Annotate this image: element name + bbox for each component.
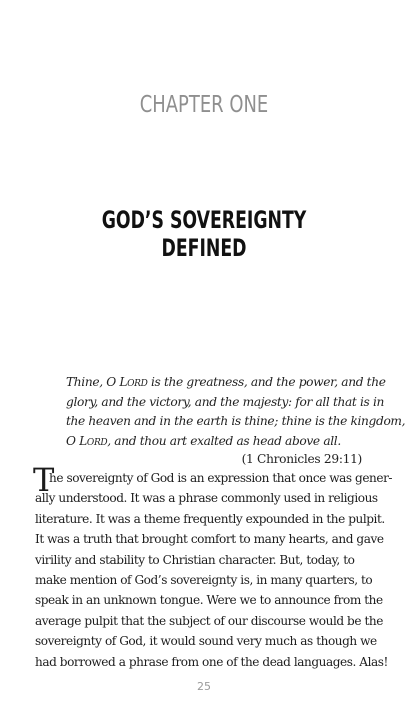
body-line: virility and stability to Christian character. But, today, to bbox=[35, 552, 355, 567]
epigraph-line: O Lord, and thou art exalted as head above all. bbox=[66, 433, 341, 448]
body-line: literature. It was a theme frequently expounded in the pulpit. bbox=[35, 511, 385, 526]
epigraph-line: Thine, O Lord is the greatness, and the power, and the bbox=[66, 375, 386, 389]
body-line: It was a truth that brought comfort to many hearts, and gave bbox=[35, 532, 384, 547]
body-line: speak in an unknown tongue. Were we to announce from the bbox=[35, 593, 383, 608]
chapter-title: GOD’S SOVEREIGNTY DEFINED bbox=[101, 206, 307, 262]
chapter-label: CHAPTER ONE bbox=[139, 92, 269, 118]
epigraph bbox=[66, 373, 406, 451]
body-line: sovereignty of God, it would sound very much as though we bbox=[35, 634, 377, 649]
body-line: make mention of God’s sovereignty is, in many quarters, to bbox=[35, 573, 373, 588]
epigraph-line: glory, and the victory, and the majesty: for all that is in bbox=[66, 394, 385, 409]
body-line: average pulpit that the subject of our discourse would be the bbox=[35, 613, 383, 628]
epigraph-line: the heaven and in the earth is thine; thine is the kingdom, bbox=[66, 414, 406, 428]
body-line: had borrowed a phrase from one of the dead languages. Alas! bbox=[35, 654, 388, 669]
body-line: he sovereignty of God is an expression that once was gener- bbox=[49, 471, 393, 485]
epigraph-reference: (1 Chronicles 29:11) bbox=[241, 452, 362, 466]
body-text bbox=[33, 461, 393, 672]
body-line: ally understood. It was a phrase commonly used in religious bbox=[35, 491, 378, 506]
page-number: 25 bbox=[197, 680, 211, 693]
drop-cap: T bbox=[33, 461, 55, 499]
